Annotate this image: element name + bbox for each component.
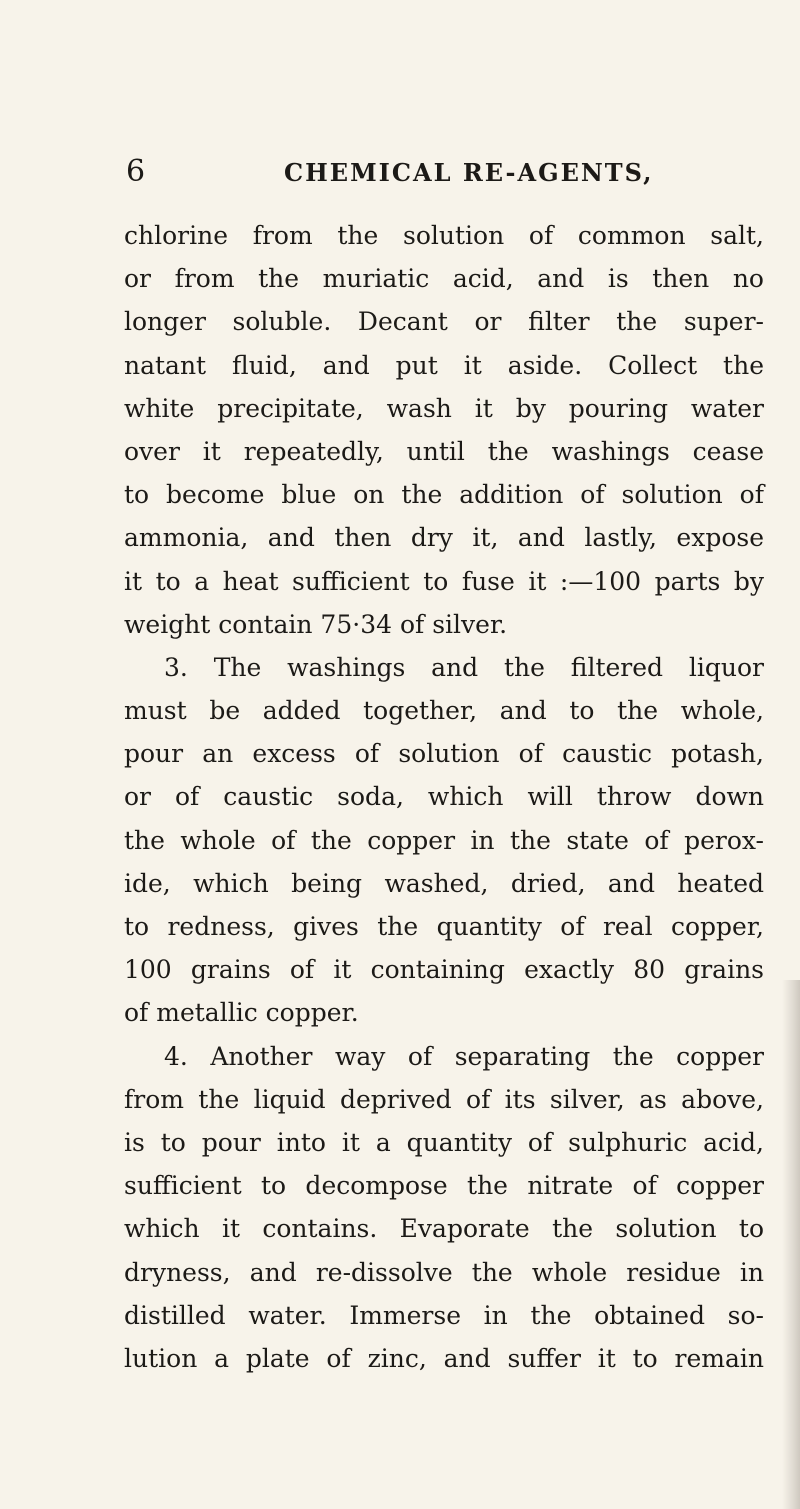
text-line: pour an excess of solution of caustic potash, [124, 739, 764, 769]
text-line: ide, which being washed, dried, and heated [124, 868, 764, 898]
text-line: weight contain 75·34 of silver. [124, 609, 508, 639]
running-head [126, 154, 766, 194]
text-line: of metallic copper. [124, 998, 359, 1028]
text-line: chlorine from the solution of common salt, [124, 221, 764, 250]
text-line: ammonia, and then dry it, and lastly, expose [124, 523, 764, 553]
text-line: distilled water. Immerse in the obtained so- [124, 1300, 764, 1330]
text-line: the whole of the copper in the state of perox- [124, 825, 764, 855]
text-line: over it repeatedly, until the washings cease [124, 436, 764, 466]
text-line: to redness, gives the quantity of real copper, [124, 912, 764, 941]
running-title: CHEMICAL RE-AGENTS, [284, 158, 654, 187]
text-line: 100 grains of it containing exactly 80 grains [124, 955, 764, 985]
text-line: natant fluid, and put it aside. Collect the [124, 350, 764, 380]
text-line: dryness, and re-dissolve the whole residue in [124, 1257, 764, 1287]
text-line: longer soluble. Decant or filter the super- [124, 307, 764, 337]
text-line: to become blue on the addition of solution of [124, 480, 764, 510]
page-number: 6 [126, 154, 146, 189]
text-line: is to pour into it a quantity of sulphuric acid, [124, 1127, 764, 1157]
text-line: or from the muriatic acid, and is then no [124, 264, 764, 294]
text-line: from the liquid deprived of its silver, as above, [124, 1084, 764, 1114]
text-line: which it contains. Evaporate the solution to [124, 1214, 764, 1244]
page-edge-shadow [782, 980, 800, 1509]
text-line: it to a heat sufficient to fuse it :—100 parts by [124, 566, 764, 596]
text-line: white precipitate, wash it by pouring water [124, 393, 764, 423]
body-text [124, 214, 764, 1380]
text-line: lution a plate of zinc, and suffer it to remain [124, 1343, 764, 1373]
paragraph-start-line: 3. The washings and the filtered liquor [164, 652, 764, 682]
text-line: or of caustic soda, which will throw down [124, 782, 764, 812]
paragraph-start-line: 4. Another way of separating the copper [164, 1041, 764, 1071]
text-line: sufficient to decompose the nitrate of copper [124, 1171, 764, 1201]
text-line: must be added together, and to the whole, [124, 696, 764, 726]
